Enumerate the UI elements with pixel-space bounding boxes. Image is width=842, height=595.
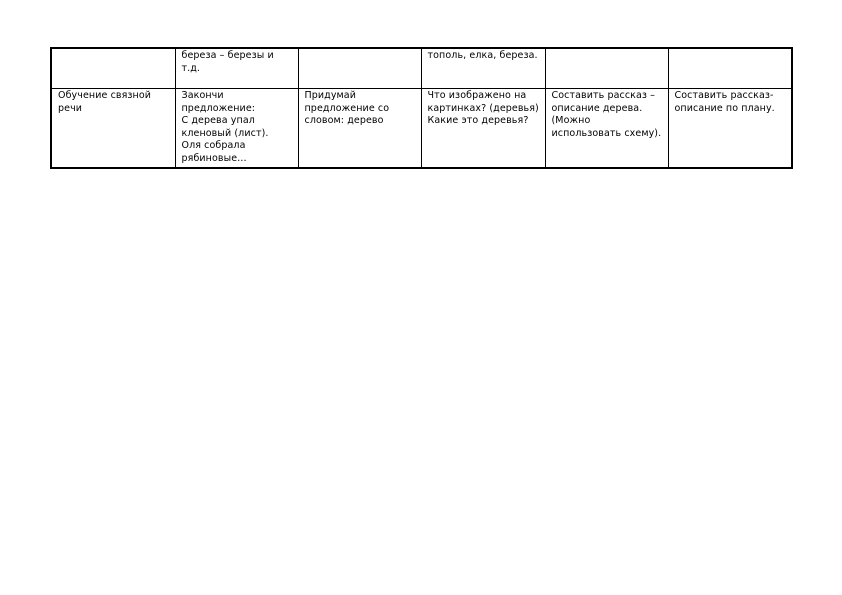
table-cell (668, 48, 792, 89)
table-cell: Закончи предложение: С дерева упал кленовый (лист). Оля собрала рябиновые… (175, 89, 298, 168)
table-row (51, 48, 792, 89)
table-cell (298, 48, 421, 89)
table-cell: тополь, елка, береза. (421, 48, 545, 89)
table-cell: береза – березы и т.д. (175, 48, 298, 89)
table-row (51, 89, 792, 168)
table-cell-section-title: Обучение связной речи (51, 89, 175, 168)
table-cell (545, 48, 668, 89)
table-cell: Составить рассказ – описание дерева. (Можно использовать схему). (545, 89, 668, 168)
lesson-plan-table (50, 47, 793, 169)
table-cell: Составить рассказ-описание по плану. (668, 89, 792, 168)
table-cell: Придумай предложение со словом: дерево (298, 89, 421, 168)
table-cell: Что изображено на картинках? (деревья) Какие это деревья? (421, 89, 545, 168)
table-cell (51, 48, 175, 89)
